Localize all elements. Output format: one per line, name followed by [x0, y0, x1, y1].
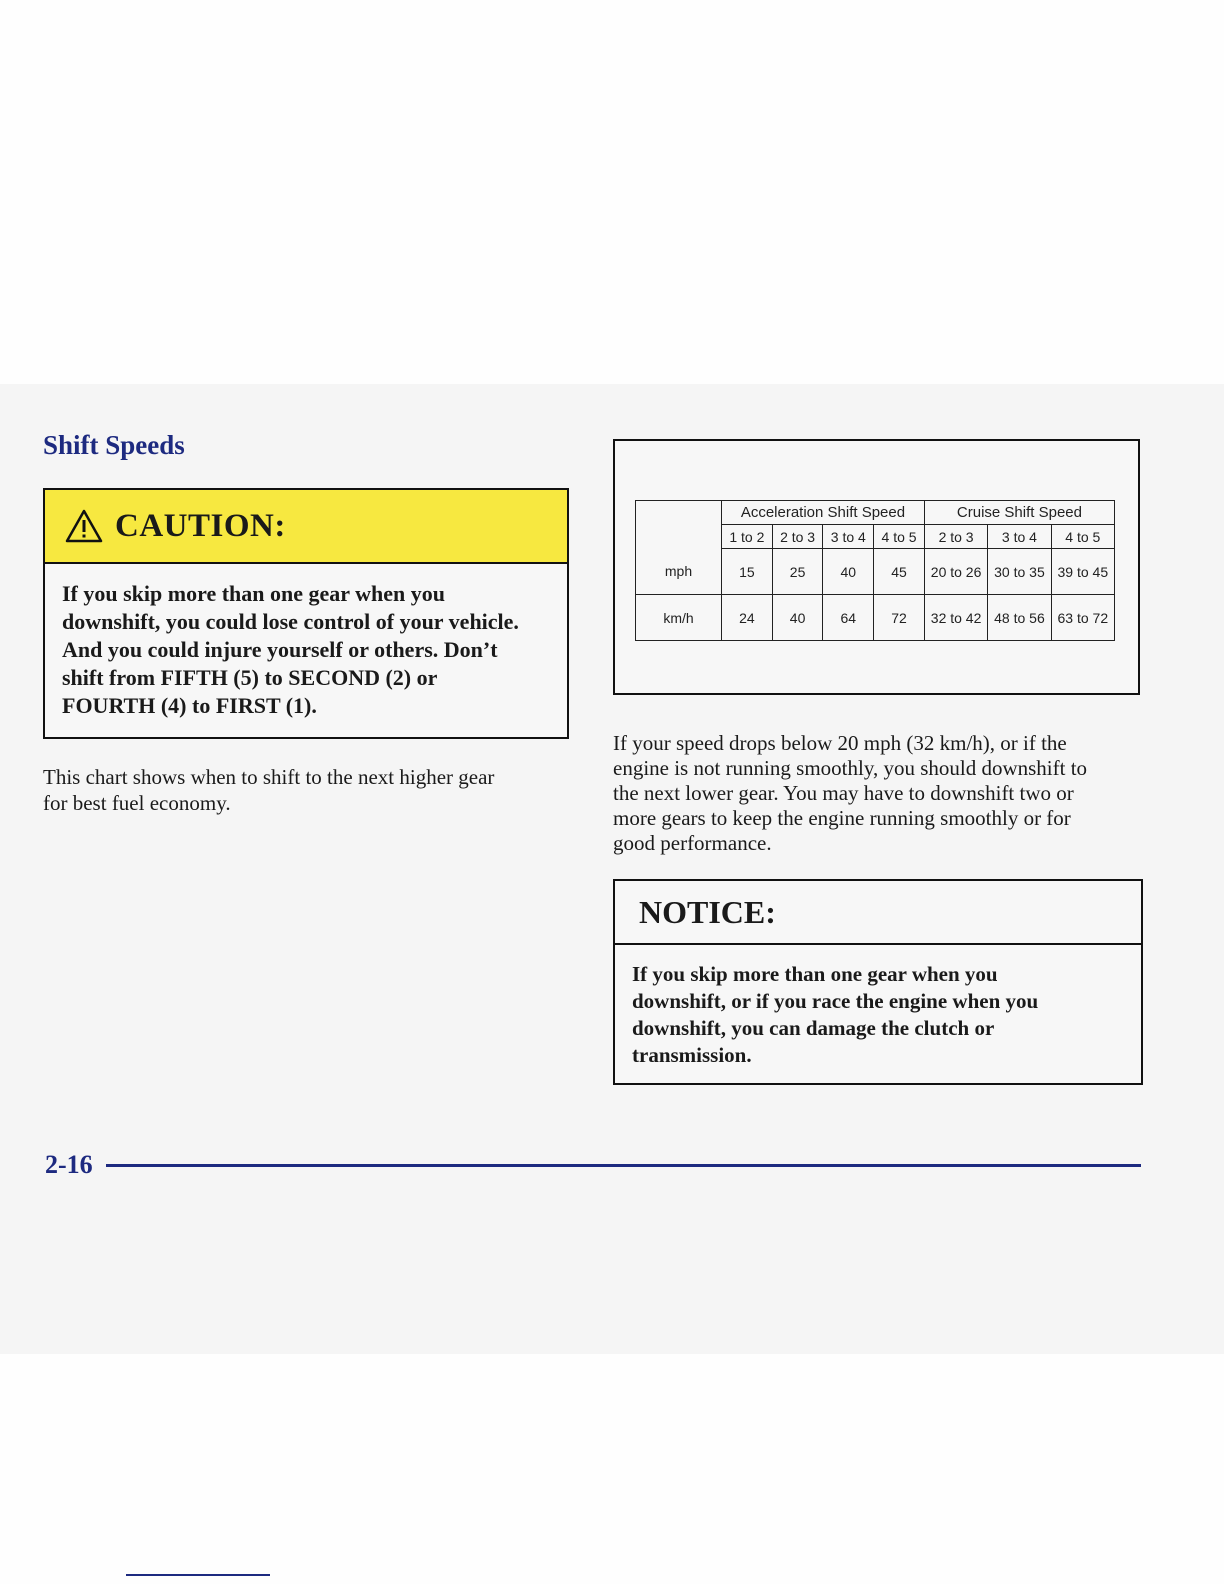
- page-number: 2-16: [45, 1150, 93, 1179]
- table-cell: 24: [722, 595, 773, 641]
- table-column-header-row: [636, 525, 1115, 549]
- notice-text: [615, 945, 1141, 1069]
- caution-line: FOURTH (4) to FIRST (1).: [62, 693, 317, 718]
- downshift-line: good performance.: [613, 831, 772, 855]
- table-corner-cell: [636, 501, 722, 525]
- table-cell: 20 to 26: [924, 549, 987, 595]
- caution-box: [43, 488, 569, 739]
- shift-speed-table: [635, 500, 1115, 641]
- column-header: 4 to 5: [874, 525, 925, 549]
- notice-line: downshift, you can damage the clutch or: [632, 1016, 995, 1040]
- table-row: [636, 549, 1115, 595]
- table-cell: 32 to 42: [924, 595, 987, 641]
- table-cell: 39 to 45: [1051, 549, 1114, 595]
- table-cell: 15: [722, 549, 773, 595]
- caution-header: [45, 490, 567, 564]
- downshift-line: the next lower gear. You may have to downshift two or: [613, 781, 1074, 805]
- table-cell: 72: [874, 595, 925, 641]
- table-corner-cell: [636, 525, 722, 549]
- bottom-rule: [126, 1574, 270, 1576]
- notice-line: If you skip more than one gear when you: [632, 962, 998, 986]
- table-row: [636, 595, 1115, 641]
- table-cell: 40: [823, 549, 874, 595]
- caution-title: CAUTION:: [115, 507, 286, 544]
- row-unit-label: km/h: [636, 595, 722, 641]
- downshift-line: engine is not running smoothly, you should downshift to: [613, 756, 1088, 780]
- shift-speed-chart-frame: [613, 439, 1140, 695]
- downshift-paragraph: [613, 731, 1143, 856]
- column-header: 1 to 2: [722, 525, 773, 549]
- acceleration-group-header: Acceleration Shift Speed: [722, 501, 925, 525]
- table-cell: 63 to 72: [1051, 595, 1114, 641]
- table-group-header-row: [636, 501, 1115, 525]
- section-title: Shift Speeds: [43, 430, 185, 460]
- column-header: 4 to 5: [1051, 525, 1114, 549]
- table-cell: 48 to 56: [988, 595, 1051, 641]
- intro-line: for best fuel economy.: [43, 791, 231, 815]
- column-header: 2 to 3: [924, 525, 987, 549]
- table-cell: 30 to 35: [988, 549, 1051, 595]
- caution-line: If you skip more than one gear when you: [62, 581, 446, 606]
- warning-triangle-icon: [65, 509, 103, 543]
- intro-line: This chart shows when to shift to the next higher gear: [43, 765, 495, 789]
- column-header: 2 to 3: [772, 525, 823, 549]
- notice-line: downshift, or if you race the engine when you: [632, 989, 1039, 1013]
- caution-line: And you could injure yourself or others. Don’t: [62, 637, 498, 662]
- footer-rule: [106, 1164, 1141, 1167]
- caution-line: shift from FIFTH (5) to SECOND (2) or: [62, 665, 438, 690]
- downshift-line: more gears to keep the engine running smoothly or for: [613, 806, 1071, 830]
- intro-paragraph: [43, 764, 563, 816]
- caution-line: downshift, you could lose control of your vehicle.: [62, 609, 519, 634]
- table-cell: 40: [772, 595, 823, 641]
- notice-title: NOTICE:: [615, 881, 1141, 945]
- cruise-group-header: Cruise Shift Speed: [924, 501, 1114, 525]
- table-cell: 45: [874, 549, 925, 595]
- notice-line: transmission.: [632, 1043, 752, 1067]
- table-cell: 64: [823, 595, 874, 641]
- column-header: 3 to 4: [823, 525, 874, 549]
- caution-text: [45, 564, 567, 720]
- row-unit-label: mph: [636, 549, 722, 595]
- column-header: 3 to 4: [988, 525, 1051, 549]
- downshift-line: If your speed drops below 20 mph (32 km/h), or if the: [613, 731, 1067, 755]
- notice-box: [613, 879, 1143, 1085]
- table-cell: 25: [772, 549, 823, 595]
